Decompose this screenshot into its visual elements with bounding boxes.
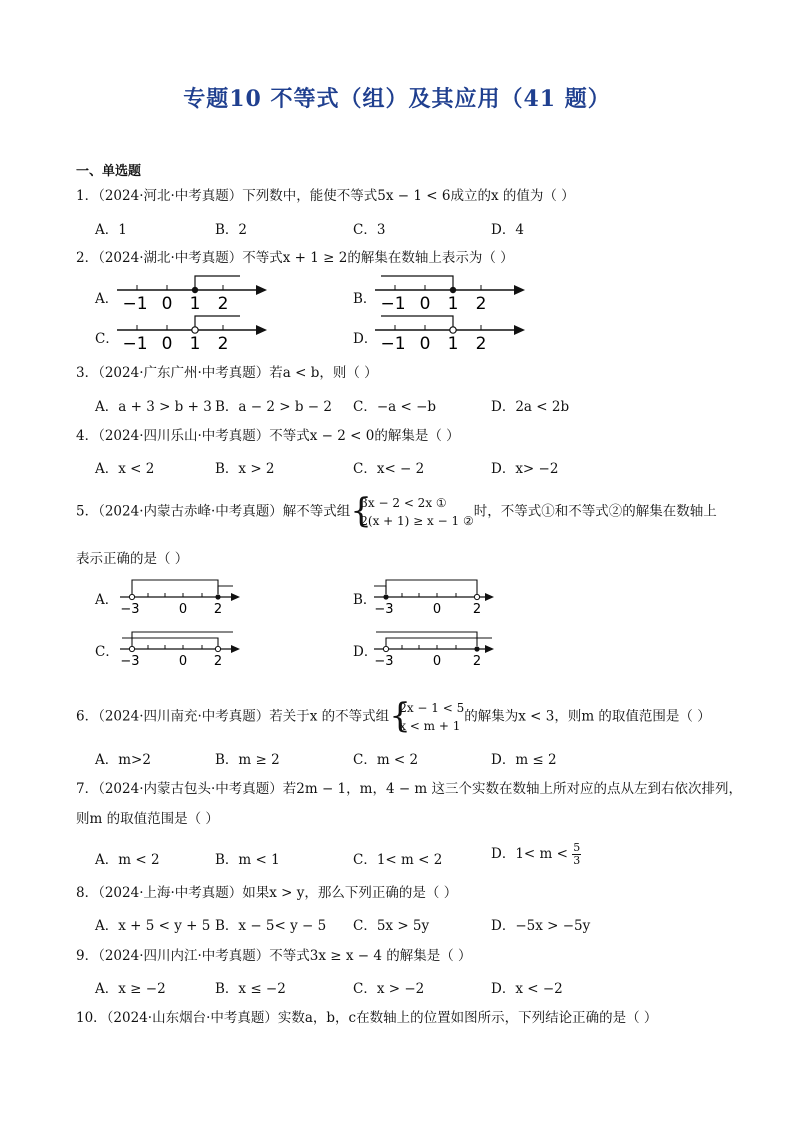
q1-option-a[interactable]: A．1 xyxy=(95,222,127,238)
q5-option-b[interactable]: B． xyxy=(353,592,377,608)
question-9-stem: 9．（2024·四川内江·中考真题）不等式3x ≥ x − 4 的解集是（ ） xyxy=(76,948,472,964)
question-7-stem-line-2: 则m 的取值范围是（ ） xyxy=(76,811,219,827)
q5-row-1: 3x − 2 < 2x ① xyxy=(360,496,447,510)
q4-option-a[interactable]: A．x < 2 xyxy=(95,461,155,477)
tick-label: 0 xyxy=(178,654,188,668)
tick-label: 0 xyxy=(432,602,442,616)
tick-label: 0 xyxy=(419,334,431,352)
q2-option-d[interactable]: D． xyxy=(353,331,378,347)
q6-option-d[interactable]: D．m ≤ 2 xyxy=(491,752,557,768)
q7-option-d[interactable] xyxy=(491,842,581,867)
q8-option-c[interactable]: C．5x > 5y xyxy=(353,918,430,934)
tick-label: 1 xyxy=(447,294,459,312)
q2-option-a[interactable]: A． xyxy=(95,291,119,307)
q9-option-c[interactable]: C．x > −2 xyxy=(353,981,425,997)
q3-option-d[interactable]: D．2a < 2b xyxy=(491,399,570,415)
q7-option-a[interactable]: A．m < 2 xyxy=(95,852,160,868)
tick-label: 2 xyxy=(213,654,223,668)
q2-option-c[interactable]: C． xyxy=(95,331,119,347)
q8-option-b[interactable]: B．x − 5< y − 5 xyxy=(215,918,327,934)
section-heading: 一、单选题 xyxy=(76,164,142,179)
q4-option-b[interactable]: B．x > 2 xyxy=(215,461,275,477)
q4-option-c[interactable]: C．x< − 2 xyxy=(353,461,425,477)
q1-option-c[interactable]: C．3 xyxy=(353,222,386,238)
tick-label: 1 xyxy=(189,334,201,352)
q7-fraction xyxy=(572,842,581,867)
q2-number-line-c xyxy=(115,310,270,352)
q5-number-line-a xyxy=(118,576,248,616)
q5-option-a[interactable]: A． xyxy=(95,592,119,608)
q7-option-d-text: D．1< m < xyxy=(491,846,568,862)
q8-option-a[interactable]: A．x + 5 < y + 5 xyxy=(95,918,211,934)
tick-label: 0 xyxy=(161,334,173,352)
q9-option-d[interactable]: D．x < −2 xyxy=(491,981,563,997)
q1-option-b[interactable]: B．2 xyxy=(215,222,248,238)
question-6-stem xyxy=(76,696,711,736)
q7-option-b[interactable]: B．m < 1 xyxy=(215,852,280,868)
q5-option-c[interactable]: C． xyxy=(95,644,119,660)
page-title: 专题10 不等式（组）及其应用（41 题） xyxy=(183,86,611,112)
q7-option-c[interactable]: C．1< m < 2 xyxy=(353,852,443,868)
question-2-stem: 2．（2024·湖北·中考真题）不等式x + 1 ≥ 2的解集在数轴上表示为（ ） xyxy=(76,250,514,266)
question-1-stem: 1．（2024·河北·中考真题）下列数中，能使不等式5x − 1 < 6成立的x 的值为（ ） xyxy=(76,188,575,204)
q6-row-1: 2x − 1 < 5 xyxy=(399,701,465,715)
q3-option-a[interactable]: A．a + 3 > b + 3 xyxy=(95,399,212,415)
q2-number-line-b xyxy=(373,270,528,312)
q8-option-d[interactable]: D．−5x > −5y xyxy=(491,918,591,934)
tick-label: −1 xyxy=(122,334,148,352)
question-3-stem: 3．（2024·广东广州·中考真题）若a < b，则（ ） xyxy=(76,365,378,381)
tick-label: 0 xyxy=(161,294,173,312)
tick-label: −1 xyxy=(380,334,406,352)
tick-label: 1 xyxy=(189,294,201,312)
question-7-stem: 7．（2024·内蒙古包头·中考真题）若2m − 1，m，4 − m 这三个实数在数轴上所对应的点从左到右依次排列， xyxy=(76,781,743,797)
q2-number-line-a xyxy=(115,270,270,312)
tick-label: −3 xyxy=(374,602,394,616)
tick-label: 1 xyxy=(447,334,459,352)
q2-option-b[interactable]: B． xyxy=(353,291,377,307)
fraction-denominator: 3 xyxy=(573,854,581,867)
q1-option-d[interactable]: D．4 xyxy=(491,222,524,238)
tick-label: −1 xyxy=(122,294,148,312)
q5-row-2: 2(x + 1) ≥ x − 1 ② xyxy=(360,514,474,528)
tick-label: 2 xyxy=(472,654,482,668)
q6-option-a[interactable]: A．m>2 xyxy=(95,752,151,768)
q5-inequality-system: { 3x − 2 < 2x ① 2(x + 1) ≥ x − 1 ② xyxy=(350,491,474,531)
tick-label: 0 xyxy=(178,602,188,616)
question-5-stem xyxy=(76,491,717,531)
tick-label: 2 xyxy=(213,602,223,616)
question-4-stem: 4．（2024·四川乐山·中考真题）不等式x − 2 < 0的解集是（ ） xyxy=(76,428,460,444)
question-10-stem: 10．（2024·山东烟台·中考真题）实数a，b，c在数轴上的位置如图所示，下列结论正确的是（ ） xyxy=(76,1010,658,1026)
q2-number-line-d xyxy=(373,310,528,352)
tick-label: 0 xyxy=(432,654,442,668)
q5-option-d[interactable]: D． xyxy=(353,644,378,660)
q3-option-b[interactable]: B．a − 2 > b − 2 xyxy=(215,399,332,415)
q5-stem-c: 表示正确的是（ ） xyxy=(76,551,189,567)
tick-label: −3 xyxy=(120,602,140,616)
q6-stem-b: 的解集为x < 3，则m 的取值范围是（ ） xyxy=(464,708,711,725)
tick-label: 2 xyxy=(475,334,487,352)
q3-option-c[interactable]: C．−a < −b xyxy=(353,399,437,415)
q6-option-c[interactable]: C．m < 2 xyxy=(353,752,419,768)
q5-number-line-c xyxy=(118,628,248,668)
q9-option-b[interactable]: B．x ≤ −2 xyxy=(215,981,286,997)
tick-label: −3 xyxy=(374,654,394,668)
q6-stem-a: 6．（2024·四川南充·中考真题）若关于x 的不等式组 xyxy=(76,708,390,725)
fraction-numerator: 5 xyxy=(573,841,581,854)
question-8-stem: 8．（2024·上海·中考真题）如果x > y，那么下列正确的是（ ） xyxy=(76,885,458,901)
q6-row-2: x < m + 1 xyxy=(399,719,461,733)
tick-label: 2 xyxy=(217,294,229,312)
tick-label: −3 xyxy=(120,654,140,668)
tick-label: 2 xyxy=(217,334,229,352)
tick-label: 2 xyxy=(475,294,487,312)
q5-number-line-d xyxy=(372,628,502,668)
tick-label: 2 xyxy=(472,602,482,616)
q4-option-d[interactable]: D．x> −2 xyxy=(491,461,559,477)
q6-inequality-system: { 2x − 1 < 5 x < m + 1 xyxy=(389,696,465,736)
q5-stem-b: 时，不等式①和不等式②的解集在数轴上 xyxy=(473,503,717,520)
q5-number-line-b xyxy=(372,576,502,616)
q9-option-a[interactable]: A．x ≥ −2 xyxy=(95,981,166,997)
tick-label: 0 xyxy=(419,294,431,312)
q5-stem-a: 5．（2024·内蒙古赤峰·中考真题）解不等式组 xyxy=(76,503,351,520)
tick-label: −1 xyxy=(380,294,406,312)
q6-option-b[interactable]: B．m ≥ 2 xyxy=(215,752,280,768)
